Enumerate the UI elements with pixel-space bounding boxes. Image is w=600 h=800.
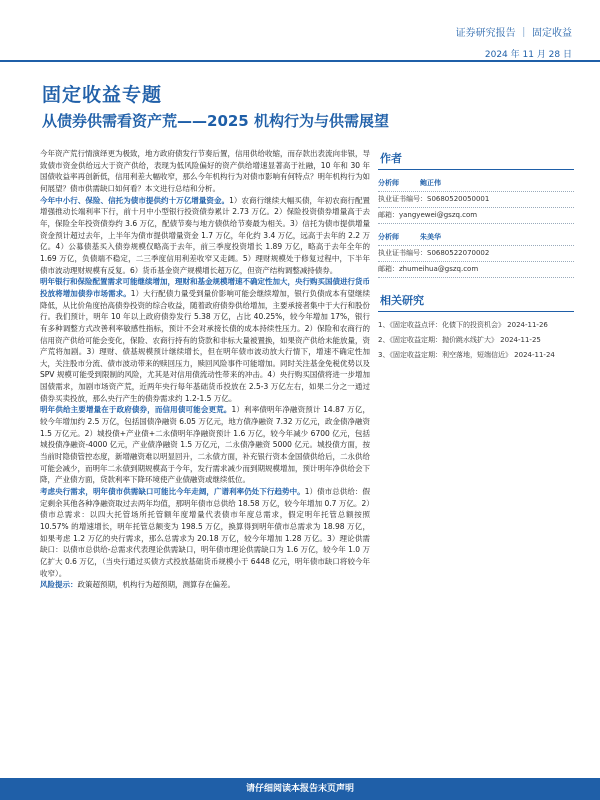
author-email-row [378, 262, 574, 278]
related-item[interactable]: 2、《固定收益定期：抛价跳水线扩大》 2024-11-25 [378, 336, 541, 344]
report-header [456, 24, 572, 60]
risk-label: 风险提示： [40, 580, 78, 590]
author-name: 朱美华 [420, 233, 441, 241]
sidebar [378, 148, 574, 363]
author-cert: 执业证书编号：S0680522070002 [378, 246, 574, 262]
author-name-row [378, 176, 574, 192]
email-label: 邮箱： [378, 265, 399, 273]
section-lead: 考虑央行需求，明年债市供需缺口可能比今年走阔，广谱利率仍处下行趋势中。 [40, 487, 305, 497]
related-list [378, 318, 574, 363]
author-email[interactable]: zhumeihua@gszq.com [399, 265, 479, 273]
section-supply-demand-gap [40, 486, 370, 579]
author-role: 分析师 [378, 233, 399, 241]
report-title: 固定收益专题 [42, 84, 163, 106]
related-section-title: 相关研究 [378, 290, 574, 312]
section-text: 1）债市总供给：假定剩余其他各种净融资取过去两年均值，那明年债市总供给 18.58 万亿，较今年增加 0.7 万亿。2）债市总需求：以四大托管场所托管额年度增量代表债市年度总需求，假定明年托管总额按照 10.57% 的增速增长，明年托管总额变为 198.5 万亿，换算得到明年债市总需求为 18.98 万亿，如果考虑 1.2 万亿的央行需求，那么总需求为 20.18 万亿，较今年增加 1.28 万亿。3）理论供需缺口：以债市总供给-总需求代表理论供需缺口，明年债市理论供需缺口为 1.6 万亿，较今年 1.0 万亿扩大 0.6 万亿，（当央行通过买债方式投放基础货币规模小于 6448 亿元，明年债市缺口将较今年收窄）。 [40, 487, 370, 578]
risk-warning [40, 579, 370, 591]
related-item[interactable]: 1、《固定收益点评：化债下的投资机会》 2024-11-26 [378, 321, 548, 329]
author-email-row [378, 208, 574, 224]
section-lead: 明年供给主要增量在于政府债券，而信用债可能会更荒。 [40, 405, 232, 415]
header-divider [0, 60, 600, 62]
author-email[interactable]: yangyewei@gszq.com [399, 211, 478, 219]
author-cert: 执业证书编号：S0680520050001 [378, 192, 574, 208]
section-text: 1）大行配债力量受到量价影响可能会继续增加，银行负债成本有望继续降低，从比价角度抬高债券投资的综合收益，随着政府债券供给增加，主要承接者集中于大行和股份行。我们预计，明年 10 年以上政府债券发行 5.38 万亿，占比 40.25%，较今年增加 17%，银行有多种调整方式改善利率敏感性指标，预计不会对承接长债的成本持续性压力。2）保险和农商行的信用资产供给可能会变化，保险、农商行持有的贷款和非标大量被置换，如果资产供给未能放量，资产荒将加剧。3）理财、债基规模预计继续增长，但在明年债市波动放大行情下，增速不确定性加大，关注股市分流、债市波动带来的赎回压力，赎回风险事件可能增加。同时关注基金免税优势以及 SPV 规模可能受到限制的风险，尤其是对信用债流动性带来的冲击。4）央行购买国债将进一步增加国债需求，加剧市场资产荒，近两年央行每年基础货币投放在 2.5-3 万亿左右，如果二分之一通过债券买卖投放，那么央行产生的债券需求约 1.2-1.5 万亿。 [40, 288, 370, 403]
report-category: 证券研究报告 ｜ 固定收益 [455, 28, 572, 39]
risk-text: 政策超预期，机构行为超预期，测算存在偏差。 [77, 580, 235, 590]
report-date: 2024 年 11 月 28 日 [484, 50, 572, 60]
section-text: 1）农商行继续大幅买债，年初农商行配置增强推动长端利率下行，前十月中小型银行投资债券累计 2.73 万亿。2）保险投资债券增量高于去年，保险全年投资债券约 3.6 万亿，配债节奏与地方债供给节奏最为相关。3）信托为债市提供增量资金预计超过去年，上半年为债市提供增量资金 1.7 万亿，年化约 3.4 万亿，远高于去年的 2.2 万亿。4）公募债基买入债券规模仅略高于去年，前三季度投资增长 1.89 万亿，略高于去年全年的 1.69 万亿，负债端不稳定，二三季度信用利差收窄又走阔。5）理财规模处于修复过程中，下半年债市波动理财规模有反复。6）货币基金资产规模增长超万亿，但资产结构调整减持债券。 [40, 195, 371, 275]
report-subtitle: 从债券供需看资产荒——2025 机构行为与供需展望 [42, 112, 389, 130]
section-text: 1）利率债明年净融资预计 14.87 万亿，较今年增加约 2.5 万亿，包括国债净融资 6.05 万亿元，地方债净融资 7.32 万亿元，政金债净融资 1.5 万亿元。2）城投债+产业债+二永债明年净融资预计 1.6 万亿，较今年减少 6700 亿元，包括城投债净融资-4000 亿元，产业债净融资 1.5 万亿元，二永债净融资 5000 亿元。城投债方面，按当前时隐债管控态度，新增融资难以明显回升，二永债方面，补充银行资本金国债供给后，二永供给可能会减少，而明年二永债到期规模高于今年，发行需求减少而到期规模增加，预计明年净供给会下降，产业债方面，贷款利率下降环境使产业债融资或继续低位。 [40, 405, 370, 485]
section-lead: 明年银行和保险配置需求可能继续增加，理财和基金规模增速不确定性加大，央行购买国债进行货币投放将增加债券市场需求。 [40, 277, 370, 298]
author-role: 分析师 [378, 179, 399, 187]
section-lead: 今年中小行、保险、信托为债市提供约十万亿增量资金。 [40, 195, 230, 205]
author-section-title: 作者 [378, 148, 574, 170]
section-next-year-supply [40, 404, 370, 486]
section-next-year-demand [40, 276, 370, 404]
intro-paragraph: 今年资产荒行情演绎更为极致，地方政府债发行节奏后置，信用供给收缩，而存款出表流向非银，导致债市资金供给远大于资产供给，表现为低风险偏好的资产供给增速显著高于社融，10 年和 30 年国债收益率再创新低，信用利差大幅收窄，那么今年机构行为对债市影响有何特点？明年机构行为如何展望？债市供需缺口如何看？本文进行总结和分析。 [40, 149, 370, 193]
author-name: 鲍正伟 [420, 179, 441, 187]
author-name-row [378, 230, 574, 246]
email-label: 邮箱： [378, 211, 399, 219]
report-body [40, 148, 370, 591]
section-this-year [40, 195, 370, 277]
related-item[interactable]: 3、《固定收益定期：利空落地，短端信近》 2024-11-24 [378, 351, 555, 359]
author-block [378, 176, 574, 278]
footer-disclaimer: 请仔细阅读本报告末页声明 [245, 784, 354, 794]
